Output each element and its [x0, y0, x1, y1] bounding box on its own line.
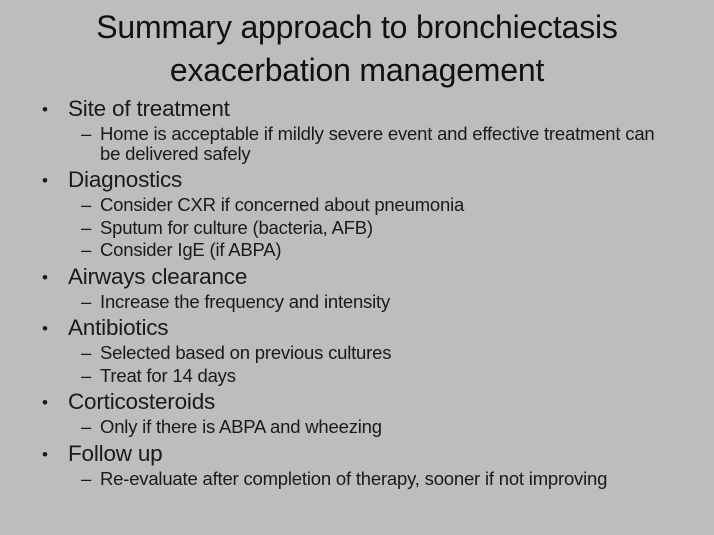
dash-icon: –	[81, 416, 92, 437]
bullet-item-label: Site of treatment	[68, 96, 230, 121]
bullet-icon: •	[42, 267, 48, 287]
sub-bullet-item	[81, 416, 678, 437]
bullet-icon: •	[42, 319, 48, 338]
bullet-item	[0, 389, 714, 414]
bullet-item-label: Follow up	[68, 440, 163, 466]
dash-icon: –	[81, 123, 92, 144]
dash-icon: –	[81, 239, 92, 260]
bullet-item-label: Airways clearance	[68, 263, 248, 289]
sub-bullet-label: Treat for 14 days	[100, 364, 236, 386]
sub-bullet-item	[81, 467, 678, 489]
dash-icon: –	[81, 467, 92, 489]
sub-bullet-label: Re-evaluate after completion of therapy, sooner if not improving	[100, 467, 608, 489]
bullet-item	[0, 96, 714, 121]
bullet-icon: •	[42, 171, 48, 190]
sub-bullet-label: Increase the frequency and intensity	[100, 290, 391, 312]
bullet-item	[0, 264, 714, 289]
sub-bullet-item	[81, 342, 678, 363]
bullet-item	[0, 441, 714, 466]
bullet-icon: •	[42, 444, 48, 464]
sub-bullet-item	[81, 123, 678, 164]
sub-bullet-item	[81, 194, 678, 215]
bullet-item-label: Corticosteroids	[68, 389, 216, 414]
bullet-list	[0, 96, 714, 488]
sub-bullet-item	[81, 216, 678, 238]
sub-bullet-item	[81, 364, 678, 386]
dash-icon: –	[81, 216, 92, 238]
sub-bullet-label: Consider IgE (if ABPA)	[100, 239, 282, 260]
sub-bullet-label: Selected based on previous cultures	[100, 342, 392, 363]
bullet-item	[0, 315, 714, 340]
sub-bullet-item	[81, 290, 678, 312]
bullet-icon: •	[42, 100, 48, 119]
bullet-item-label: Antibiotics	[68, 315, 169, 340]
dash-icon: –	[81, 342, 92, 363]
sub-bullet-label: Consider CXR if concerned about pneumonia	[100, 194, 465, 215]
bullet-item-label: Diagnostics	[68, 167, 183, 192]
sub-bullet-item	[81, 239, 678, 260]
sub-bullet-label: Sputum for culture (bacteria, AFB)	[100, 216, 373, 238]
dash-icon: –	[81, 194, 92, 215]
sub-bullet-label: Home is acceptable if mildly severe event and effective treatment can be delivered safely	[100, 123, 655, 164]
bullet-item	[0, 167, 714, 192]
slide-title: Summary approach to bronchiectasis exacerbation management	[96, 9, 618, 88]
dash-icon: –	[81, 364, 92, 386]
bullet-icon: •	[42, 393, 48, 412]
sub-bullet-label: Only if there is ABPA and wheezing	[100, 416, 382, 437]
dash-icon: –	[81, 290, 92, 312]
